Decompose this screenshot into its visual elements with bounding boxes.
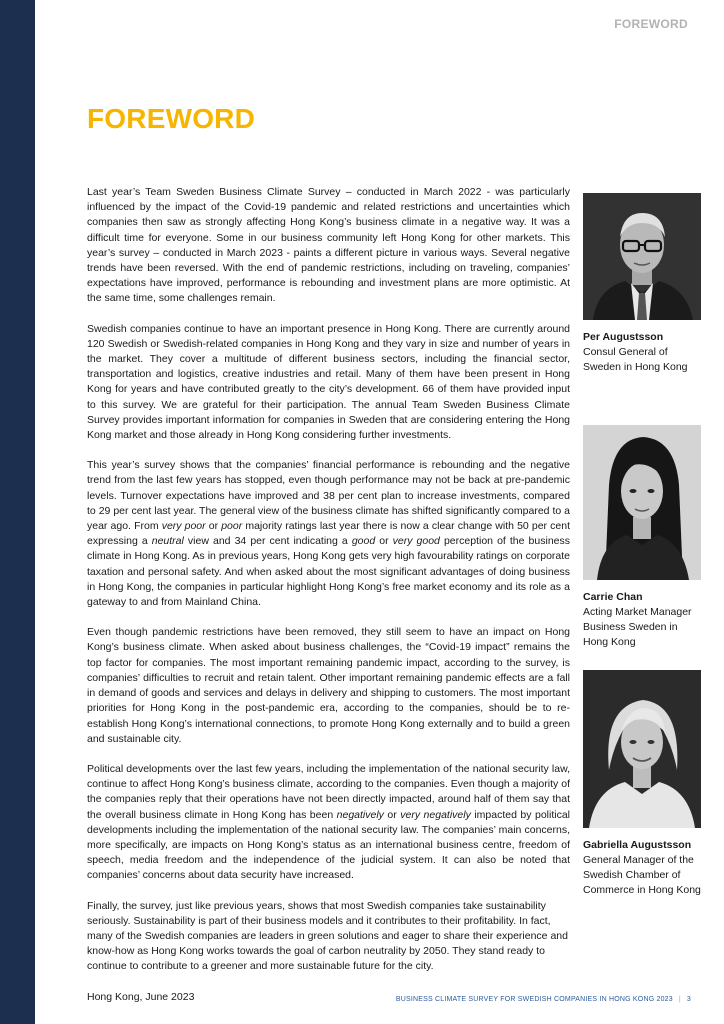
emphasis-text: very good	[392, 535, 440, 548]
emphasis-text: very poor	[161, 520, 206, 533]
emphasis-text: very negatively	[400, 808, 471, 821]
profile-role: Acting Market Manager Business Sweden in Hong Kong	[583, 606, 692, 648]
profile-name: Carrie Chan	[583, 591, 643, 603]
paragraph-6: Finally, the survey, just like previous years, shows that most Swedish companies take sustainability seriously. Sustainability is part of their business models and it contributes to their profitability. In fact, many of the Swedish companies are leaders in green solutions and eager to share their experience and know-how as Hong Kong works towards the goal of carbon neutrality by 2050. They stand ready to continue to contribute to a greener and more sustainable future for the city.	[87, 899, 568, 973]
portrait-photo	[583, 670, 701, 828]
portrait-woman-icon	[583, 670, 701, 828]
paragraph-5	[87, 762, 570, 884]
emphasis-text: negatively	[336, 808, 384, 821]
profile-role: Consul General of Sweden in Hong Kong	[583, 346, 688, 373]
portrait-photo	[583, 193, 701, 320]
page-title: FOREWORD	[87, 103, 256, 134]
portrait-photo	[583, 425, 701, 580]
running-header: FOREWORD	[614, 17, 688, 31]
signoff: Hong Kong, June 2023	[87, 990, 195, 1003]
text-span: or	[375, 535, 393, 548]
profile-role: General Manager of the Swedish Chamber of Commerce in Hong Kong	[583, 854, 701, 896]
emphasis-text: neutral	[151, 535, 184, 548]
page-number: 3	[686, 996, 691, 1003]
profile-carrie-chan	[583, 425, 701, 650]
emphasis-text: good	[351, 535, 376, 548]
text-span: or	[383, 808, 401, 821]
profile-name: Per Augustsson	[583, 331, 664, 343]
text-span: or	[205, 520, 222, 533]
paragraph-4: Even though pandemic restrictions have been removed, they still seem to have an impact on Hong Kong’s business climate. When asked about business challenges, the “Covid-19 impact” remains the top factor for companies. The most important remaining pandemic impact, according to the survey, is companies’ difficulties to recruit and retain talent. Other important remaining pandemic effects are a fall in demand of goods and services and delays in delivery and shipping to customers. The most important priorities for Hong Kong in the post-pandemic era, according to the companies, should be to re-establish Hong Kong’s international connections, to promote Hong Kong externally and to build a green and sustainable city.	[87, 626, 570, 745]
paragraph-1: Last year’s Team Sweden Business Climate Survey – conducted in March 2022 - was particularly influenced by the impact of the Covid-19 pandemic and related restrictions and uncertainties which companies then saw as strongly affecting Hong Kong’s business climate in a negative way. It was a difficult time for everyone. Some in our business community left Hong Kong for other markets. This year’s survey – conducted in March 2023 - paints a different picture in various ways. Several negative trends have been reversed. With the end of pandemic restrictions, including on traveling, companies’ expectations have improved, performance is rebounding and investment plans are more optimistic. At the same time, some challenges remain.	[87, 186, 570, 305]
paragraph-2: Swedish companies continue to have an important presence in Hong Kong. There are currently around 120 Swedish or Swedish-related companies in Hong Kong and they vary in size and number of years in the market. They cover a multitude of different business sectors, including the financial sector, transportation and logistics, creative industries and retail. Many of them have been present in Hong Kong for years and have contributed greatly to the city’s development. 66 of them have provided input to this survey. We are grateful for their participation. The annual Team Sweden Business Climate Survey provides important information for companies in Sweden that are considering entering the Hong Kong market and those already in Hong Kong considering further investments.	[87, 322, 570, 442]
profile-name: Gabriella Augustsson	[583, 839, 692, 851]
profile-per-augustsson	[583, 193, 701, 375]
text-span: This year’s survey shows that the companies’ financial performance is rebounding and the negative trend from the last few years has stopped, even though performance may not be back at pre-pandemic levels. Turnover expectations have improved and 38 per cent plan to increase investments, compared to 29 per cent last year. The general view of the business climate has shifted significantly compared to a year ago. From	[87, 459, 570, 533]
page-footer	[396, 996, 691, 1003]
portrait-man-icon	[583, 193, 701, 320]
text-span: view and 34 per cent indicating a	[183, 535, 352, 548]
portrait-woman-icon	[583, 425, 701, 580]
profile-gabriella-augustsson	[583, 670, 701, 898]
foreword-body	[87, 185, 570, 1020]
text-span: majority ratings last year there is now a clear change with 50 per cent expressing a	[87, 520, 570, 548]
footer-separator: |	[678, 996, 681, 1003]
emphasis-text: poor	[221, 520, 243, 533]
text-span: impacted by political developments including the implementation of the national security law. The companies’ main concerns, more specifically, are impacts on Hong Kong’s status as an international business centre, freedom of speech, media freedom and the independence of the judicial system. It can also be noted that companies’ concerns about data security have increased.	[87, 808, 570, 882]
text-span: perception of the business climate in Hong Kong. As in previous years, Hong Kong gets very high favourability ratings on corporate taxation and personal safety. And when asked about the most significant advantages of doing business in Hong Kong, the companies in particular highlight Hong Kong’s free market economy and its role as a gateway to and from Mainland China.	[87, 535, 570, 609]
footer-title: BUSINESS CLIMATE SURVEY FOR SWEDISH COMPANIES IN HONG KONG 2023	[395, 996, 673, 1003]
left-sidebar-bar	[0, 0, 35, 1024]
paragraph-3	[87, 458, 570, 610]
text-span: Political developments over the last few years, including the implementation of the national security law, continue to affect Hong Kong’s business climate, according to the companies. Even though a majority of the companies reply that their operations have not been directly impacted, around half of them say that the overall business climate in Hong Kong has been	[87, 762, 570, 821]
